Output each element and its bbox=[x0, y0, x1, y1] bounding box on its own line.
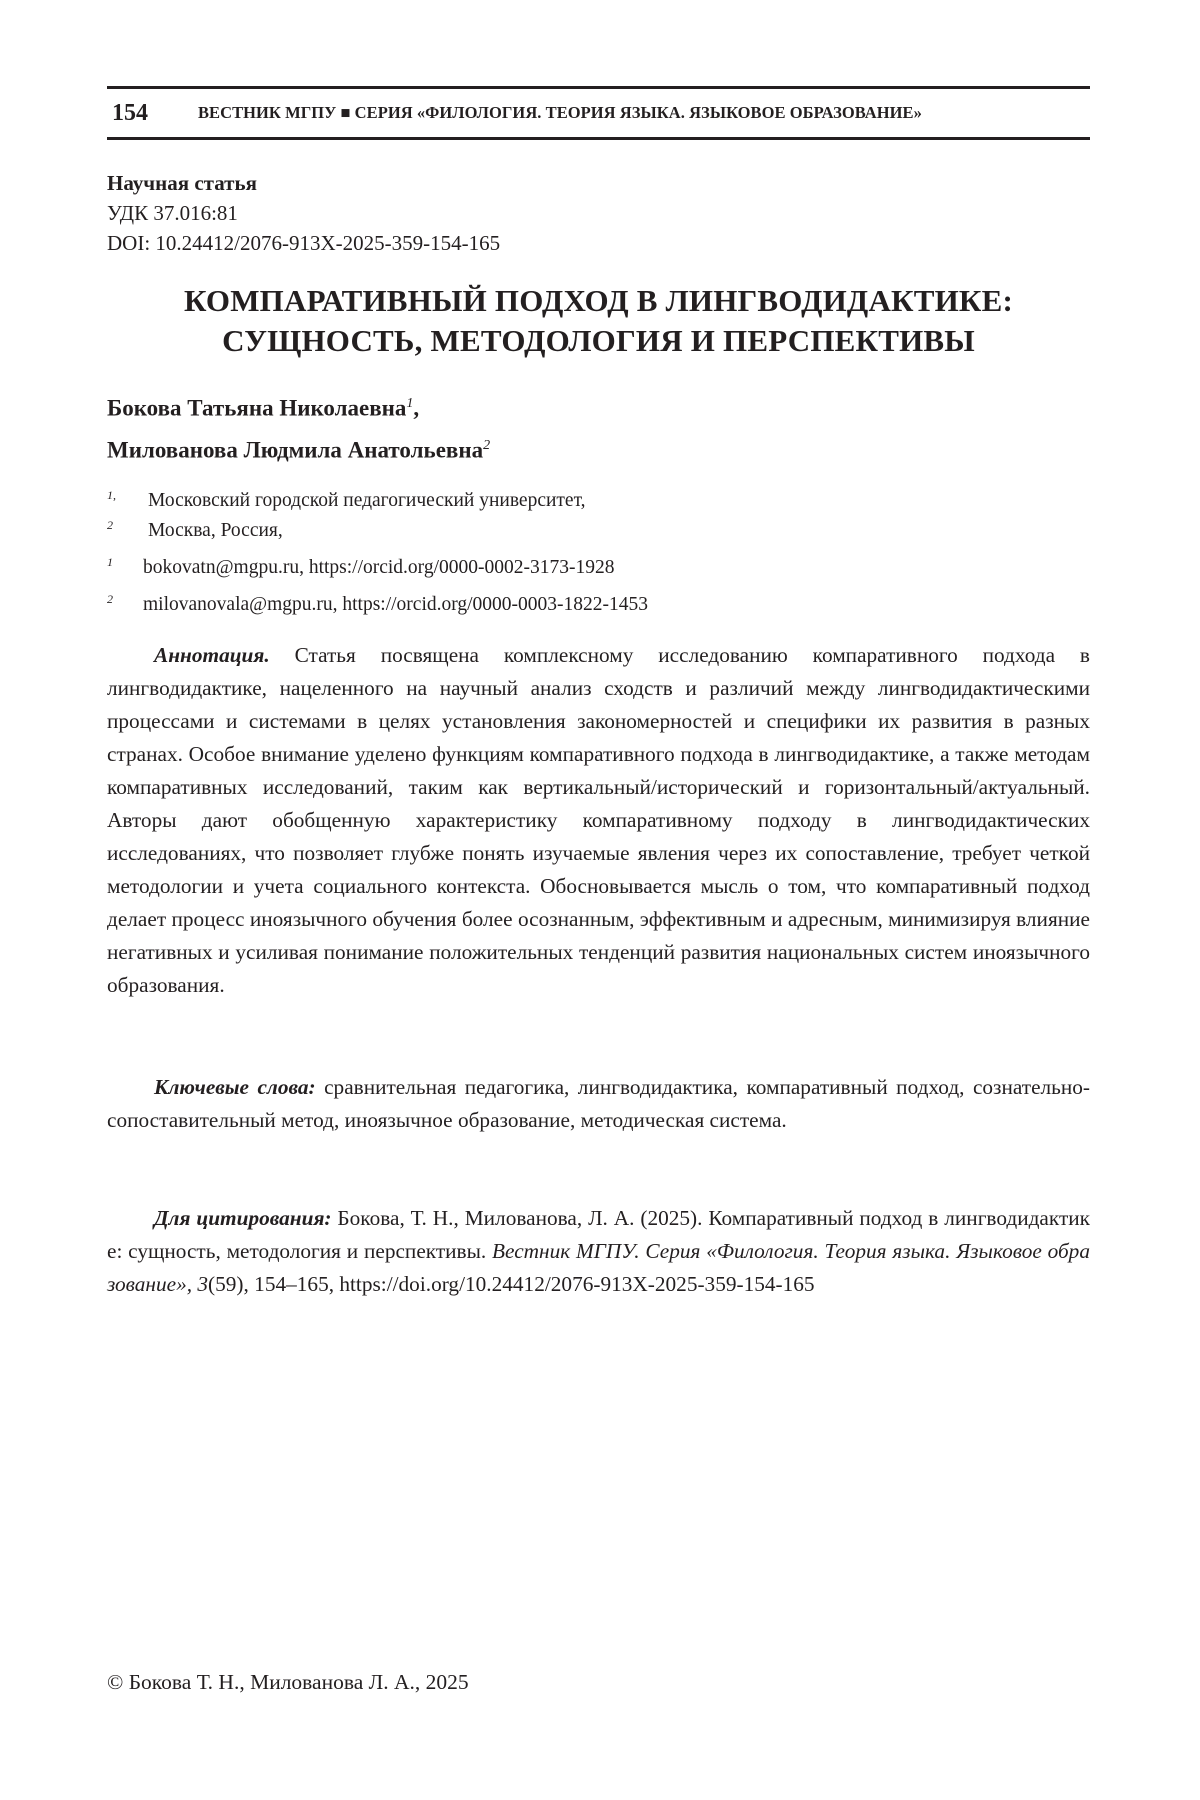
running-header bbox=[107, 86, 1090, 140]
title-line-1: КОМПАРАТИВНЫЙ ПОДХОД В ЛИНГВОДИДАКТИКЕ: bbox=[184, 283, 1013, 318]
doi: DOI: 10.24412/2076-913X-2025-359-154-165 bbox=[107, 231, 501, 255]
article-title bbox=[107, 281, 1090, 361]
author-1 bbox=[107, 388, 490, 430]
author-list bbox=[107, 388, 490, 472]
copyright: © Бокова Т. Н., Милованова Л. А., 2025 bbox=[107, 1670, 469, 1694]
contact-email-orcid: milovanovala@mgpu.ru, https://orcid.org/0000-0003-1822-1453 bbox=[143, 594, 649, 615]
organization-name: Московский городской педагогический университет, bbox=[148, 490, 586, 511]
affiliation-mark: 1 bbox=[107, 555, 113, 569]
page-number: 154 bbox=[112, 99, 148, 126]
article-meta bbox=[107, 168, 500, 258]
citation-text: Бокова, Т. Н., Милованова, Л. А. (2025). Компаративный подход в лингводидактике: сущность, методология и перспективы. bbox=[107, 1206, 1091, 1263]
author-affiliation-mark: 1 bbox=[406, 396, 414, 411]
keywords-text: сравнительная педагогика, лингводидактика, компаративный подход, сознательно-сопоставительный метод, иноязычное образование, методическая система. bbox=[107, 1075, 1090, 1132]
citation-label: Для цитирования: bbox=[154, 1206, 332, 1230]
abstract bbox=[107, 639, 1090, 1002]
abstract-label: Аннотация. bbox=[154, 643, 270, 667]
author-affiliation-mark: 2 bbox=[483, 438, 491, 453]
author-separator: , bbox=[413, 395, 420, 421]
citation-details: (59), 154–165, https://doi.org/10.24412/2076-913X-2025-359-154-165 bbox=[208, 1272, 815, 1296]
citation-journal: Вестник МГПУ. Серия «Филология. Теория языка. Языковое образование», 3 bbox=[107, 1239, 1090, 1296]
keywords-label: Ключевые слова: bbox=[154, 1075, 316, 1099]
contact-email-orcid: bokovatn@mgpu.ru, https://orcid.org/0000-0002-3173-1928 bbox=[143, 557, 615, 578]
author-name: Милованова Людмила Анатольевна bbox=[107, 437, 484, 463]
abstract-text: Статья посвящена комплексному исследованию компаративного подхода в лингводидактике, нацеленного на научный анализ сходств и различий между лингводидактическими процессами и системами в целях установления закономерностей и специфики их развития в разных странах. Особое внимание уделено функциям компаративного подхода в лингводидактике, а также методам компаративных исследований, таким как вертикальный/исторический и горизонтальный/актуальный. Авторы дают обобщенную характеристику компаративному подходу в лингводидактических исследованиях, что позволяет глубже понять изучаемые явления через их сопоставление, требует четкой методологии и учета социального контекста. Обосновывается мысль о том, что компаративный подход делает процесс иноязычного обучения более осознанным, эффективным и адресным, минимизируя влияние негативных и усиливая понимание положительных тенденций развития национальных систем иноязычного образования. bbox=[107, 643, 1090, 997]
title-line-2: СУЩНОСТЬ, МЕТОДОЛОГИЯ И ПЕРСПЕКТИВЫ bbox=[222, 323, 975, 358]
keywords bbox=[107, 1071, 1090, 1137]
journal-series-title: ВЕСТНИК МГПУ ■ СЕРИЯ «ФИЛОЛОГИЯ. ТЕОРИЯ ЯЗЫКА. ЯЗЫКОВОЕ ОБРАЗОВАНИЕ» bbox=[198, 103, 922, 122]
author-2 bbox=[107, 430, 490, 472]
udc-code: УДК 37.016:81 bbox=[107, 201, 238, 225]
author-name: Бокова Татьяна Николаевна bbox=[107, 395, 407, 421]
citation bbox=[107, 1202, 1090, 1301]
organization-location: Москва, Россия, bbox=[148, 520, 283, 541]
affiliation-mark: 2 bbox=[107, 592, 113, 606]
article-type: Научная статья bbox=[107, 171, 257, 195]
affiliation-mark: 1, 2 bbox=[107, 488, 116, 532]
